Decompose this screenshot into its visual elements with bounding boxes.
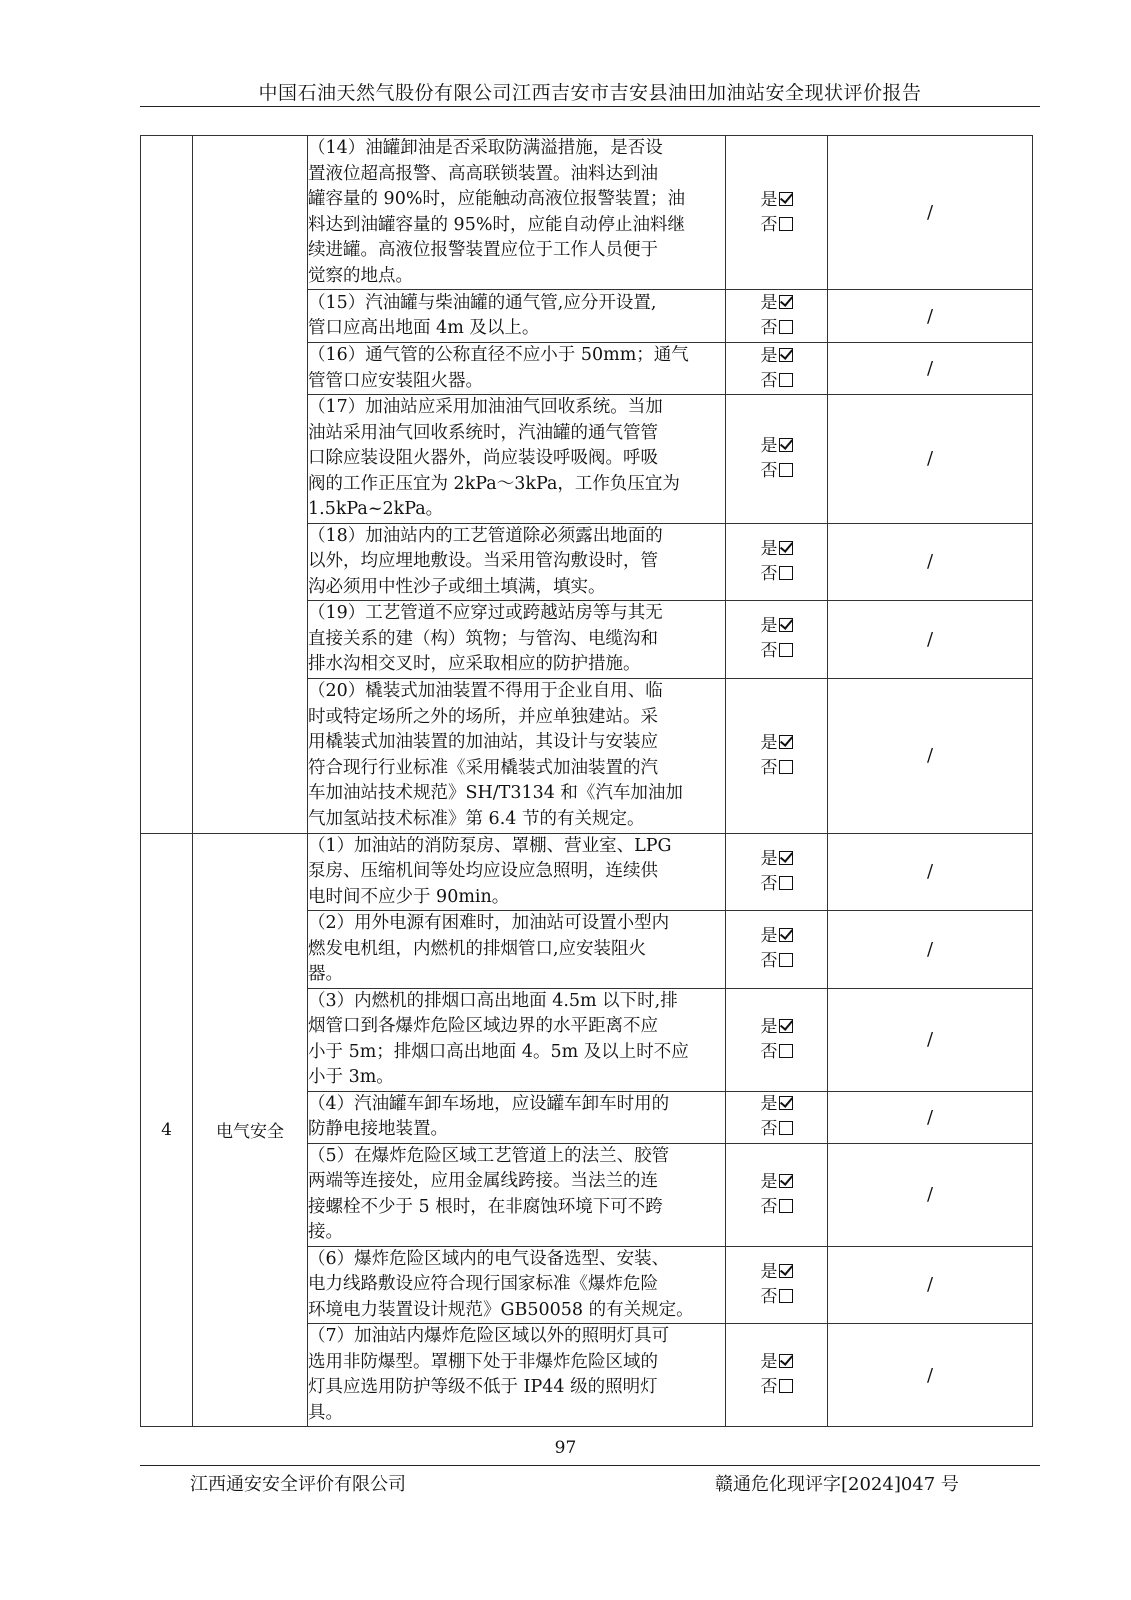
requirement-cell [308, 343, 726, 395]
requirement-cell [308, 988, 726, 1091]
yes-checkbox[interactable] [779, 295, 793, 309]
requirement-line: （14）油罐卸油是否采取防满溢措施，是否设 [308, 138, 663, 158]
remark-cell: / [828, 1143, 1033, 1246]
yes-checkbox[interactable] [779, 348, 793, 362]
requirement-line: 防静电接地装置。 [308, 1119, 448, 1139]
no-checkbox[interactable] [779, 1289, 793, 1303]
requirement-line: 电时间不应少于 90min。 [308, 886, 510, 907]
remark-cell: / [828, 136, 1033, 290]
requirement-line: 气加氢站技术标准》第 6.4 节的有关规定。 [308, 808, 645, 829]
no-label: 否 [760, 757, 778, 778]
requirement-line: （18）加油站内的工艺管道除必须露出地面的 [308, 525, 663, 546]
yes-checkbox[interactable] [779, 192, 793, 206]
yes-checkbox[interactable] [779, 541, 793, 555]
requirement-line: 电力线路敷设应符合现行国家标准《爆炸危险 [308, 1274, 658, 1294]
requirement-line: （17）加油站应采用加油油气回收系统。当加 [308, 397, 663, 417]
no-label: 否 [760, 318, 778, 338]
page-header-title: 中国石油天然气股份有限公司江西吉安市吉安县油田加油站安全现状评价报告 [258, 82, 922, 104]
yes-label: 是 [760, 345, 778, 366]
yes-no-cell [726, 395, 828, 524]
no-checkbox[interactable] [779, 320, 793, 334]
requirement-line: 用橇装式加油装置的加油站，其设计与安装应 [308, 732, 658, 752]
requirement-line: 两端等连接处，应用金属线跨接。当法兰的连 [308, 1171, 658, 1191]
requirement-line: 时或特定场所之外的场所，并应单独建站。采 [308, 706, 658, 727]
yes-no-cell [726, 988, 828, 1091]
remark-cell: / [828, 988, 1033, 1091]
requirement-line: （6）爆炸危险区域内的电气设备选型、安装、 [308, 1248, 670, 1269]
yes-no-cell [726, 1143, 828, 1246]
no-label: 否 [760, 1119, 778, 1139]
requirement-line: 料达到油罐容量的 95%时，应能自动停止油料继 [308, 214, 685, 235]
no-checkbox[interactable] [779, 1044, 793, 1058]
yes-no-cell [726, 1091, 828, 1143]
remark-cell: / [828, 523, 1033, 601]
yes-no-cell [726, 290, 828, 343]
yes-checkbox[interactable] [779, 851, 793, 865]
requirement-line: 选用非防爆型。罩棚下处于非爆炸危险区域的 [308, 1351, 658, 1372]
requirement-cell [308, 601, 726, 679]
remark-cell: / [828, 1324, 1033, 1427]
footer-company: 江西通安安全评价有限公司 [190, 1474, 406, 1495]
requirement-cell [308, 290, 726, 343]
no-label: 否 [760, 951, 778, 972]
requirement-line: 1.5kPa~2kPa。 [308, 499, 444, 519]
requirement-cell [308, 911, 726, 989]
no-checkbox[interactable] [779, 463, 793, 477]
no-label: 否 [760, 214, 778, 235]
yes-label: 是 [760, 1094, 778, 1114]
remark-cell: / [828, 601, 1033, 679]
remark-cell: / [828, 343, 1033, 395]
requirement-line: 接螺栓不少于 5 根时，在非腐蚀环境下可不跨 [308, 1196, 663, 1217]
no-label: 否 [760, 1286, 778, 1307]
section-name-cell: 电气安全 [193, 833, 308, 1427]
requirement-line: 车加油站技术规范》SH/T3134 和《汽车加油加 [308, 783, 683, 803]
requirement-line: 接。 [308, 1222, 343, 1242]
requirement-cell [308, 523, 726, 601]
no-label: 否 [760, 1196, 778, 1217]
no-label: 否 [760, 1041, 778, 1062]
requirement-line: 小于 3m。 [308, 1067, 394, 1087]
section-name-cell-prev [193, 136, 308, 834]
yes-label: 是 [760, 926, 778, 947]
section-no-cell-prev [141, 136, 193, 834]
yes-checkbox[interactable] [779, 618, 793, 632]
yes-no-cell [726, 601, 828, 679]
yes-checkbox[interactable] [779, 928, 793, 942]
remark-cell: / [828, 290, 1033, 343]
requirement-line: 排水沟相交叉时，应采取相应的防护措施。 [308, 654, 641, 674]
requirement-line: 口除应装设阻火器外，尚应装设呼吸阀。呼吸 [308, 448, 658, 468]
yes-checkbox[interactable] [779, 735, 793, 749]
requirement-line: 管管口应安装阻火器。 [308, 370, 483, 391]
yes-checkbox[interactable] [779, 1264, 793, 1278]
yes-no-cell [726, 833, 828, 911]
remark-cell: / [828, 1246, 1033, 1324]
requirement-cell [308, 833, 726, 911]
yes-no-cell [726, 136, 828, 290]
requirement-line: 器。 [308, 964, 343, 984]
table-row [141, 136, 1033, 290]
section-no-cell: 4 [141, 833, 193, 1427]
requirement-line: 罐容量的 90%时，应能触动高液位报警装置；油 [308, 189, 685, 209]
no-label: 否 [760, 563, 778, 584]
no-label: 否 [760, 370, 778, 391]
yes-checkbox[interactable] [779, 1174, 793, 1188]
requirement-cell [308, 1143, 726, 1246]
checklist-table [140, 135, 1033, 1427]
yes-label: 是 [760, 1171, 778, 1192]
footer-rule [140, 1465, 1040, 1466]
no-label: 否 [760, 460, 778, 481]
requirement-line: 燃发电机组，内燃机的排烟管口,应安装阻火 [308, 938, 647, 959]
no-checkbox[interactable] [779, 760, 793, 774]
requirement-cell [308, 395, 726, 524]
requirement-line: （16）通气管的公称直径不应小于 50mm；通气 [308, 345, 689, 365]
requirement-line: （5）在爆炸危险区域工艺管道上的法兰、胶管 [308, 1145, 670, 1166]
header-rule [140, 106, 1040, 107]
no-label: 否 [760, 1377, 778, 1397]
yes-checkbox[interactable] [779, 438, 793, 452]
yes-label: 是 [760, 616, 778, 637]
yes-label: 是 [760, 732, 778, 753]
requirement-line: 符合现行行业标准《采用橇装式加油装置的汽 [308, 757, 658, 778]
no-checkbox[interactable] [779, 1379, 793, 1393]
no-checkbox[interactable] [779, 876, 793, 890]
no-checkbox[interactable] [779, 373, 793, 387]
requirement-line: 油站采用油气回收系统时，汽油罐的通气管管 [308, 422, 658, 443]
page-number: 97 [554, 1438, 577, 1458]
yes-label: 是 [760, 293, 778, 313]
yes-label: 是 [760, 435, 778, 456]
no-checkbox[interactable] [779, 643, 793, 657]
remark-cell: / [828, 911, 1033, 989]
requirement-cell [308, 136, 726, 290]
requirement-cell [308, 1091, 726, 1143]
requirement-line: 泵房、压缩机间等处均应设应急照明，连续供 [308, 861, 658, 881]
requirement-line: （7）加油站内爆炸危险区域以外的照明灯具可 [308, 1326, 670, 1346]
requirement-line: （3）内燃机的排烟口高出地面 4.5m 以下时,排 [308, 990, 678, 1011]
remark-cell: / [828, 678, 1033, 833]
requirement-line: （4）汽油罐车卸车场地，应设罐车卸车时用的 [308, 1093, 670, 1114]
requirement-line: 环境电力装置设计规范》GB50058 的有关规定。 [308, 1299, 694, 1320]
yes-label: 是 [760, 538, 778, 559]
requirement-line: 灯具应选用防护等级不低于 IP44 级的照明灯 [308, 1377, 658, 1397]
requirement-line: 觉察的地点。 [308, 265, 413, 286]
requirement-line: 直接关系的建（构）筑物；与管沟、电缆沟和 [308, 628, 658, 649]
requirement-cell [308, 1246, 726, 1324]
footer-doc-number: 赣通危化现评字[2024]047 号 [715, 1474, 959, 1495]
no-checkbox[interactable] [779, 217, 793, 231]
requirement-line: 烟管口到各爆炸危险区域边界的水平距离不应 [308, 1016, 658, 1036]
yes-label: 是 [760, 1352, 778, 1372]
yes-checkbox[interactable] [779, 1096, 793, 1110]
requirement-line: 以外，均应埋地敷设。当采用管沟敷设时，管 [308, 551, 658, 571]
requirement-line: 管口应高出地面 4m 及以上。 [308, 318, 540, 338]
requirement-line: 阀的工作正压宜为 2kPa～3kPa，工作负压宜为 [308, 473, 680, 494]
yes-label: 是 [760, 1016, 778, 1037]
requirement-cell [308, 678, 726, 833]
yes-no-cell [726, 523, 828, 601]
requirement-line: 小于 5m；排烟口高出地面 4。5m 及以上时不应 [308, 1041, 689, 1062]
yes-label: 是 [760, 1261, 778, 1282]
requirement-line: 续进罐。高液位报警装置应位于工作人员便于 [308, 240, 658, 260]
yes-checkbox[interactable] [779, 1354, 793, 1368]
yes-label: 是 [760, 189, 778, 210]
requirement-line: 沟必须用中性沙子或细土填满，填实。 [308, 576, 606, 597]
table-row [141, 833, 1033, 911]
requirement-line: （15）汽油罐与柴油罐的通气管,应分开设置, [308, 292, 657, 313]
requirement-line: 置液位超高报警、高高联锁装置。油料达到油 [308, 163, 658, 184]
remark-cell: / [828, 1091, 1033, 1143]
yes-no-cell [726, 343, 828, 395]
requirement-line: （20）橇装式加油装置不得用于企业自用、临 [308, 681, 663, 701]
requirement-cell [308, 1324, 726, 1427]
yes-no-cell [726, 911, 828, 989]
no-checkbox[interactable] [779, 566, 793, 580]
requirement-line: （2）用外电源有困难时，加油站可设置小型内 [308, 913, 670, 933]
requirement-line: （19）工艺管道不应穿过或跨越站房等与其无 [308, 603, 663, 623]
remark-cell: / [828, 395, 1033, 524]
no-checkbox[interactable] [779, 1121, 793, 1135]
no-checkbox[interactable] [779, 1199, 793, 1213]
requirement-line: 具。 [308, 1402, 343, 1423]
yes-label: 是 [760, 848, 778, 869]
requirement-line: （1）加油站的消防泵房、罩棚、营业室、LPG [308, 835, 672, 856]
no-label: 否 [760, 873, 778, 894]
no-checkbox[interactable] [779, 953, 793, 967]
yes-no-cell [726, 1324, 828, 1427]
no-label: 否 [760, 641, 778, 662]
yes-no-cell [726, 1246, 828, 1324]
remark-cell: / [828, 833, 1033, 911]
yes-no-cell [726, 678, 828, 833]
yes-checkbox[interactable] [779, 1019, 793, 1033]
